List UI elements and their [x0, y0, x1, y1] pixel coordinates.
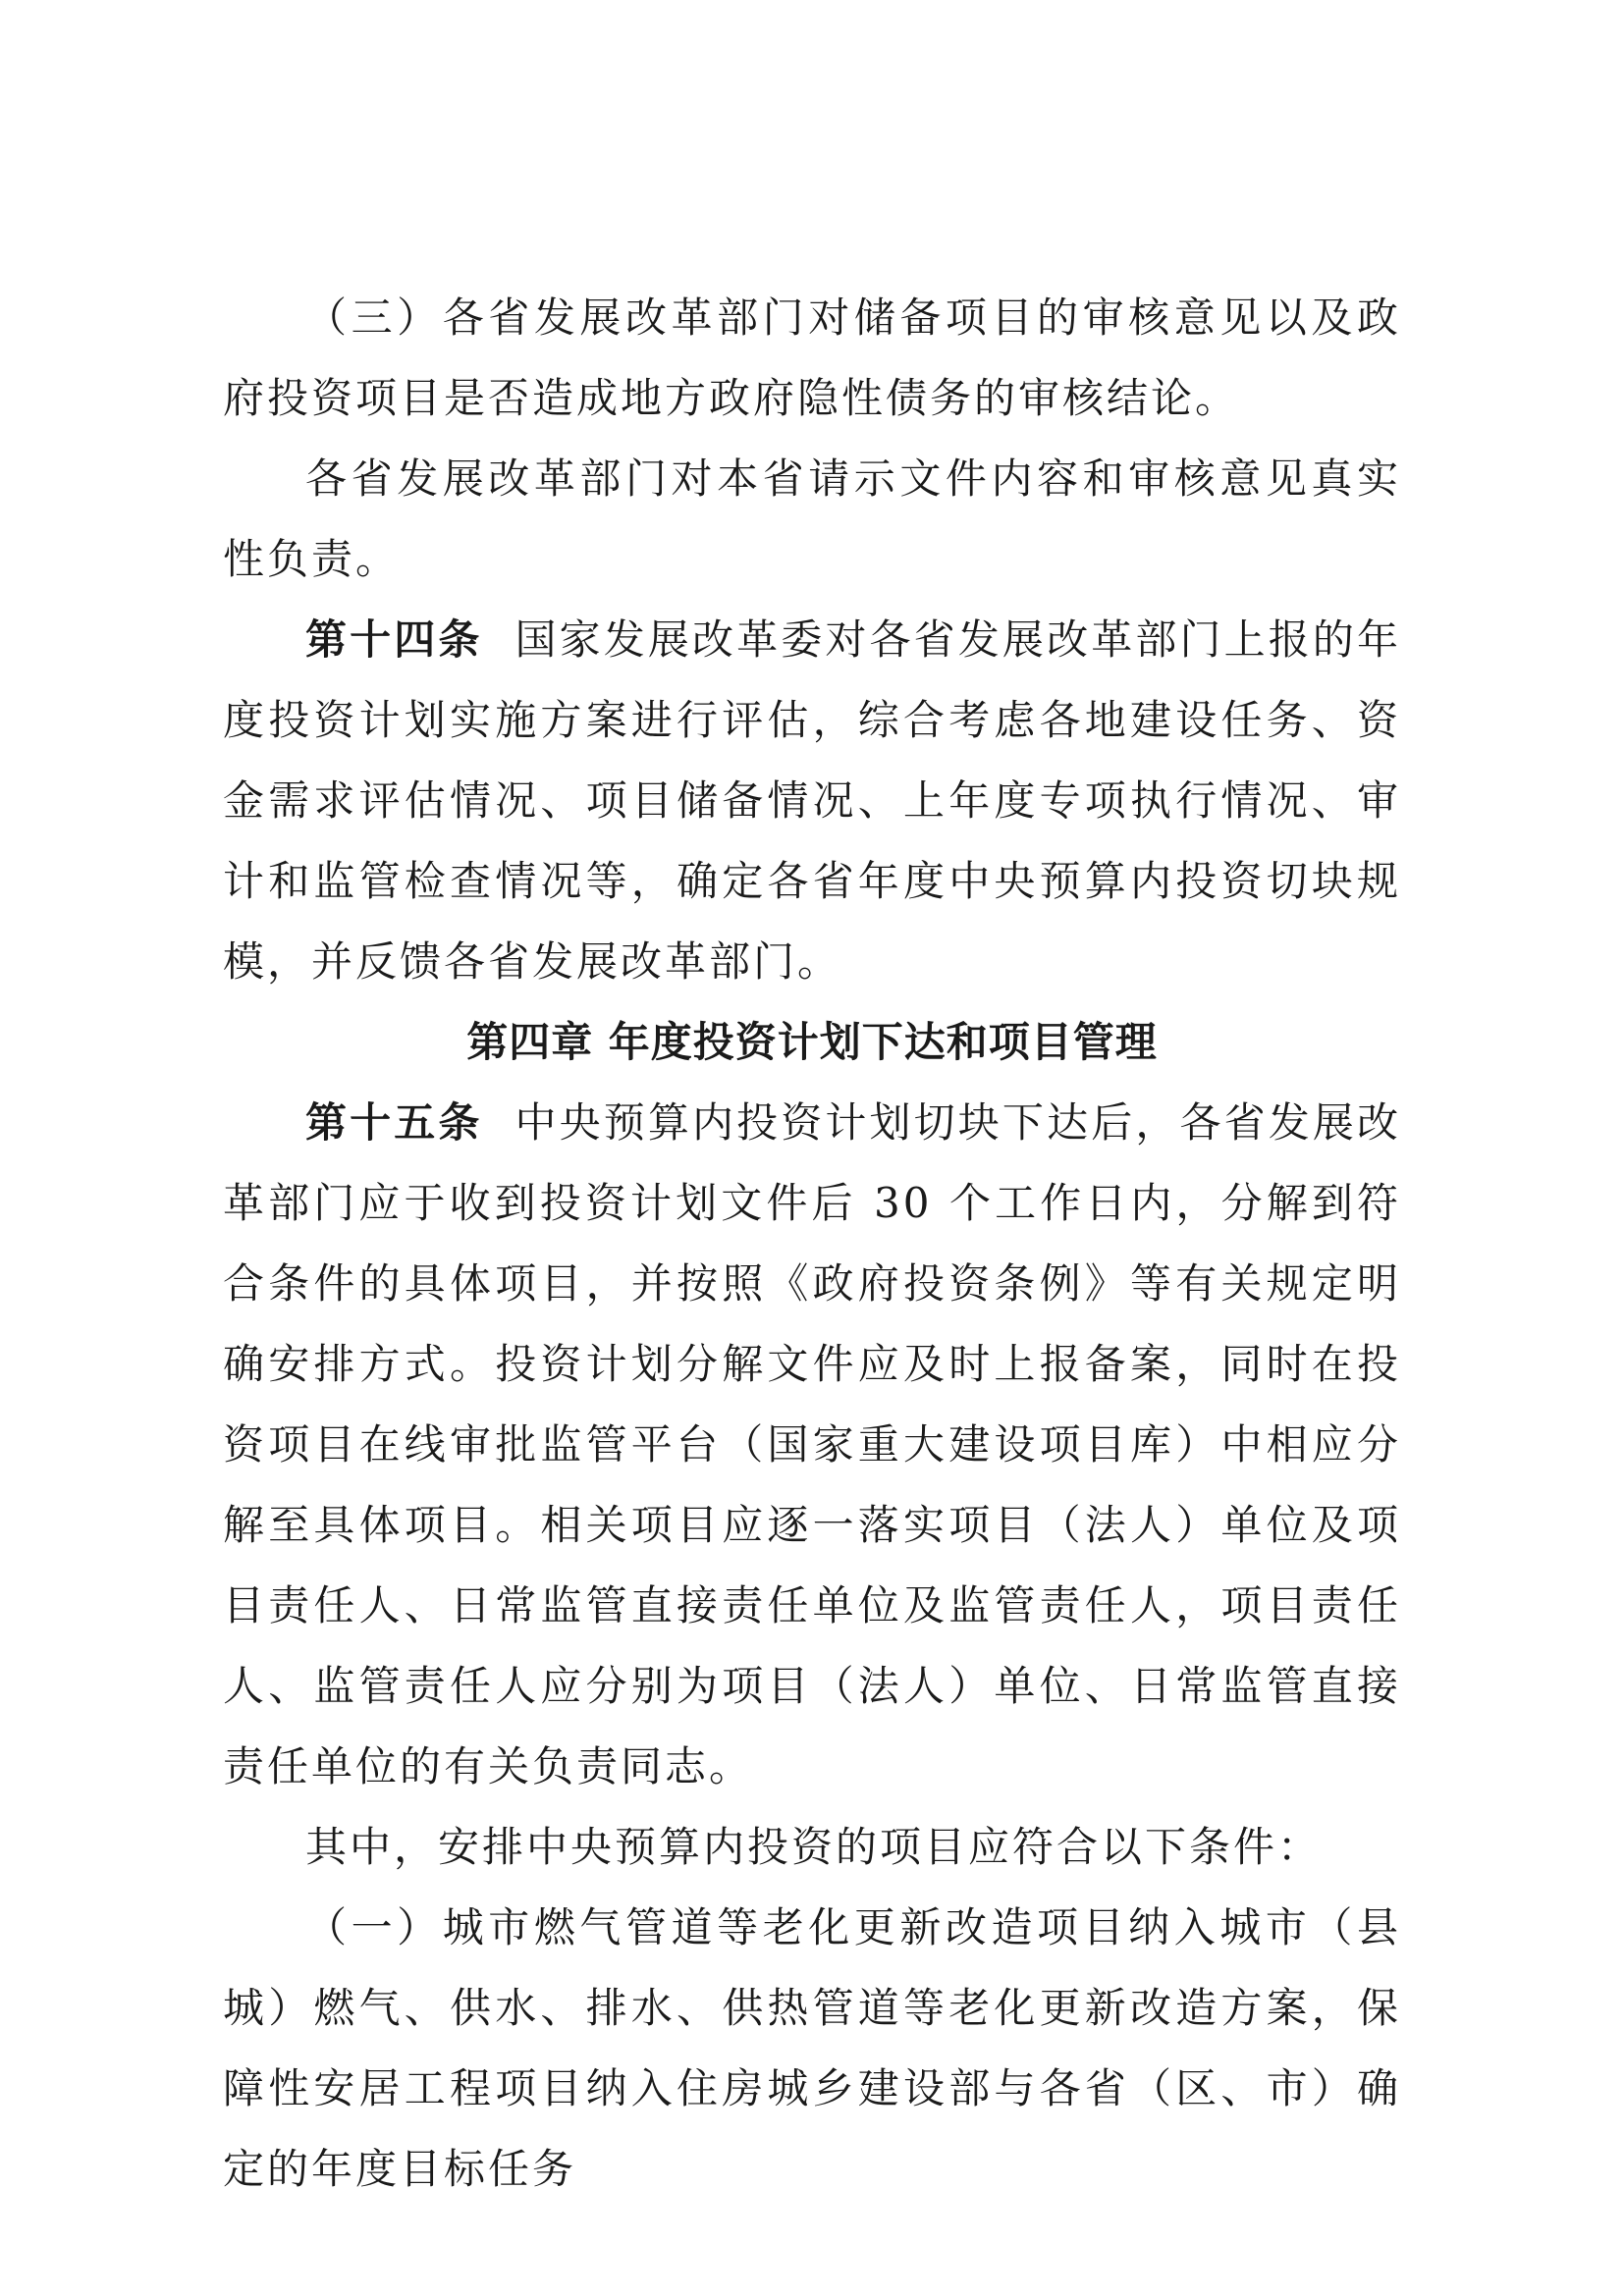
paragraph-text: 其中，安排中央预算内投资的项目应符合以下条件： — [305, 1823, 1323, 1871]
document-body — [223, 278, 1401, 2210]
paragraph-text: （三）各省发展改革部门对储备项目的审核意见以及政府投资项目是否造成地方政府隐性债务的审核结论。 — [223, 294, 1401, 422]
article-text: 中央预算内投资计划切块下达后，各省发展改革部门应于收到投资计划文件后 30 个工作日内，分解到符合条件的具体项目，并按照《政府投资条例》等有关规定明确安排方式。投资计划分解文件应及时上报备案，同时在投资项目在线审批监管平台（国家重大建设项目库）中相应分解至具体项目。相关项目应逐一落实项目（法人）单位及项目责任人、日常监管直接责任单位及监管责任人，项目责任人、监管责任人应分别为项目（法人）单位、日常监管直接责任单位的有关负责同志。 — [223, 1098, 1401, 1790]
paragraph-item-3-review-opinions — [223, 278, 1401, 439]
article-text: 国家发展改革委对各省发展改革部门上报的年度投资计划实施方案进行评估，综合考虑各地建设任务、资金需求评估情况、项目储备情况、上年度专项执行情况、审计和监管检查情况等，确定各省年度中央预算内投资切块规模，并反馈各省发展改革部门。 — [223, 615, 1401, 986]
article-15 — [223, 1083, 1401, 1807]
article-number: 第十四条 — [305, 615, 483, 664]
paragraph-text: （一）城市燃气管道等老化更新改造项目纳入城市（县城）燃气、供水、排水、供热管道等老化更新改造方案，保障性安居工程项目纳入住房城乡建设部与各省（区、市）确定的年度目标任务 — [223, 1903, 1401, 2193]
paragraph-condition-item-1 — [223, 1888, 1401, 2210]
article-number: 第十五条 — [305, 1098, 483, 1147]
paragraph-responsibility — [223, 439, 1401, 600]
paragraph-conditions — [223, 1807, 1401, 1888]
paragraph-text: 各省发展改革部门对本省请示文件内容和审核意见真实性负责。 — [223, 454, 1401, 583]
chapter-heading: 第四章 年度投资计划下达和项目管理 — [466, 1018, 1158, 1066]
article-14 — [223, 600, 1401, 1002]
